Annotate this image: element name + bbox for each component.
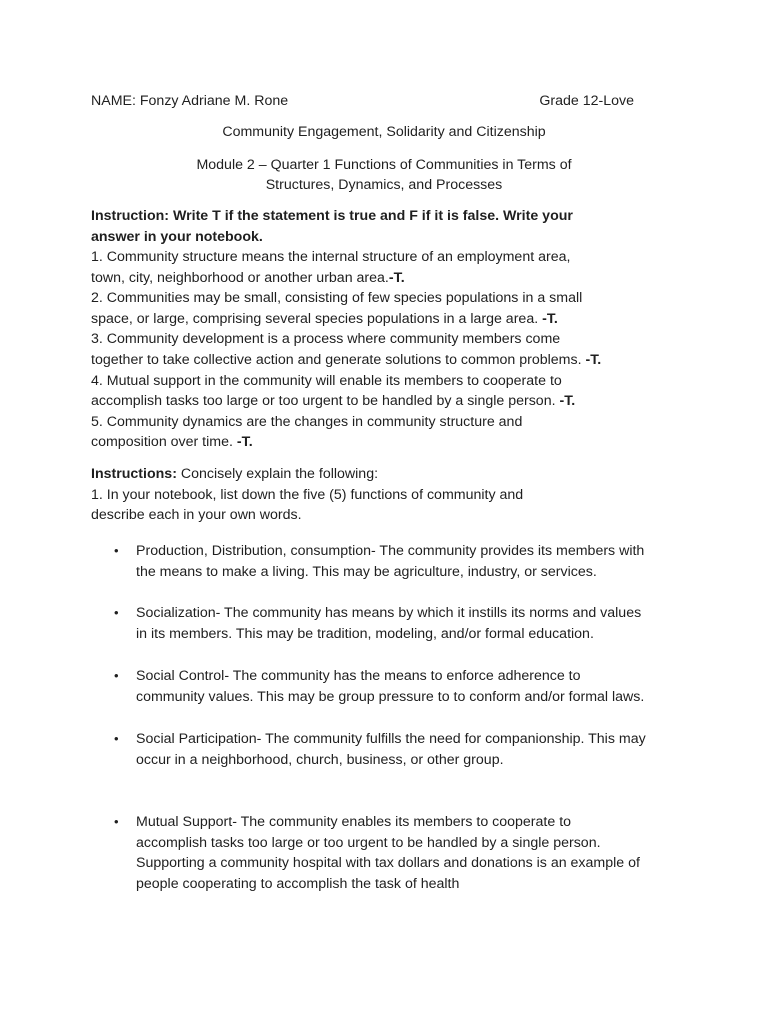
item-text-line-1: 3. Community development is a process where community members come bbox=[91, 331, 561, 348]
function-line: the means to make a living. This may be agriculture, industry, or services. bbox=[136, 563, 597, 580]
true-false-item bbox=[91, 247, 691, 288]
function-line: in its members. This may be tradition, modeling, and/or formal education. bbox=[136, 625, 594, 642]
item-text-line-1: 2. Communities may be small, consisting of few species populations in a small bbox=[91, 290, 583, 307]
item-text: town, city, neighborhood or another urban area. bbox=[91, 269, 389, 286]
item-text-line-1: 1. Community structure means the internal structure of an employment area, bbox=[91, 249, 571, 265]
function-line: community values. This may be group pressure to to conform and/or formal laws. bbox=[136, 688, 645, 705]
instruction-line-2: answer in your notebook. bbox=[91, 228, 263, 245]
function-line: Supporting a community hospital with tax dollars and donations is an example of bbox=[136, 855, 640, 872]
module-title-line-2: Structures, Dynamics, and Processes bbox=[265, 177, 503, 193]
bullet-icon: • bbox=[114, 814, 119, 829]
student-name: NAME: Fonzy Adriane M. Rone bbox=[91, 93, 289, 109]
true-false-item bbox=[91, 329, 691, 370]
header-row bbox=[91, 92, 634, 110]
item-text: composition over time. bbox=[91, 434, 237, 451]
item-text: space, or large, comprising several species populations in a large area. bbox=[91, 310, 543, 327]
module-title-line-1: Module 2 – Quarter 1 Functions of Communities in Terms of bbox=[196, 157, 572, 173]
true-false-item bbox=[91, 412, 691, 453]
function-line: Social Participation- The community fulfills the need for companionship. This may bbox=[136, 731, 646, 747]
item-text-line-1: 5. Community dynamics are the changes in community structure and bbox=[91, 413, 523, 430]
function-line: Social Control- The community has the means to enforce adherence to bbox=[136, 668, 581, 684]
explain-instruction-line bbox=[91, 464, 691, 485]
true-false-instruction bbox=[91, 206, 691, 247]
true-false-item bbox=[91, 371, 691, 412]
function-text bbox=[136, 812, 696, 894]
item-text-line-2 bbox=[91, 432, 691, 453]
item-text-line-2 bbox=[91, 350, 691, 371]
item-text-line-1: 4. Mutual support in the community will enable its members to cooperate to bbox=[91, 372, 562, 389]
item-answer: -T. bbox=[559, 393, 576, 410]
item-answer: -T. bbox=[542, 310, 558, 327]
function-line: Production, Distribution, consumption- The community provides its members with bbox=[136, 543, 645, 559]
true-false-item bbox=[91, 288, 691, 329]
function-line: Socialization- The community has means by which it instills its norms and values bbox=[136, 605, 642, 621]
item-text-line-2 bbox=[91, 268, 691, 289]
true-false-items bbox=[91, 247, 691, 453]
module-title bbox=[0, 155, 768, 195]
item-text: accomplish tasks too large or too urgent to be handled by a single person. bbox=[91, 393, 560, 410]
function-line: occur in a neighborhood, church, business, or other group. bbox=[136, 751, 504, 768]
function-text bbox=[136, 603, 696, 644]
question-line-1: 1. In your notebook, list down the five (5) functions of community and bbox=[91, 486, 524, 503]
function-line: people cooperating to accomplish the task of health bbox=[136, 875, 460, 892]
instruction-line-1: Instruction: Write T if the statement is true and F if it is false. Write your bbox=[91, 208, 573, 224]
item-answer: -T. bbox=[388, 269, 405, 286]
bullet-icon: • bbox=[114, 731, 119, 746]
subject-title: Community Engagement, Solidarity and Citizenship bbox=[222, 124, 546, 140]
item-answer: -T. bbox=[236, 434, 253, 451]
function-text bbox=[136, 666, 696, 707]
item-text-line-2 bbox=[91, 391, 691, 412]
question-line-2: describe each in your own words. bbox=[91, 507, 302, 524]
grade-section: Grade 12-Love bbox=[539, 93, 634, 109]
function-text bbox=[136, 729, 696, 770]
bullet-icon: • bbox=[114, 668, 119, 683]
item-text: together to take collective action and generate solutions to common problems. bbox=[91, 351, 586, 368]
function-line: accomplish tasks too large or too urgent to be handled by a single person. bbox=[136, 834, 601, 851]
explain-instruction bbox=[91, 464, 691, 526]
bullet-icon: • bbox=[114, 605, 119, 620]
function-text bbox=[136, 541, 696, 582]
item-answer: -T. bbox=[585, 351, 602, 368]
function-line: Mutual Support- The community enables its members to cooperate to bbox=[136, 814, 572, 830]
bullet-icon: • bbox=[114, 543, 119, 558]
item-text-line-2 bbox=[91, 309, 691, 330]
instruction-rest: Concisely explain the following: bbox=[176, 466, 379, 482]
instruction-lead: Instructions: bbox=[91, 466, 177, 482]
